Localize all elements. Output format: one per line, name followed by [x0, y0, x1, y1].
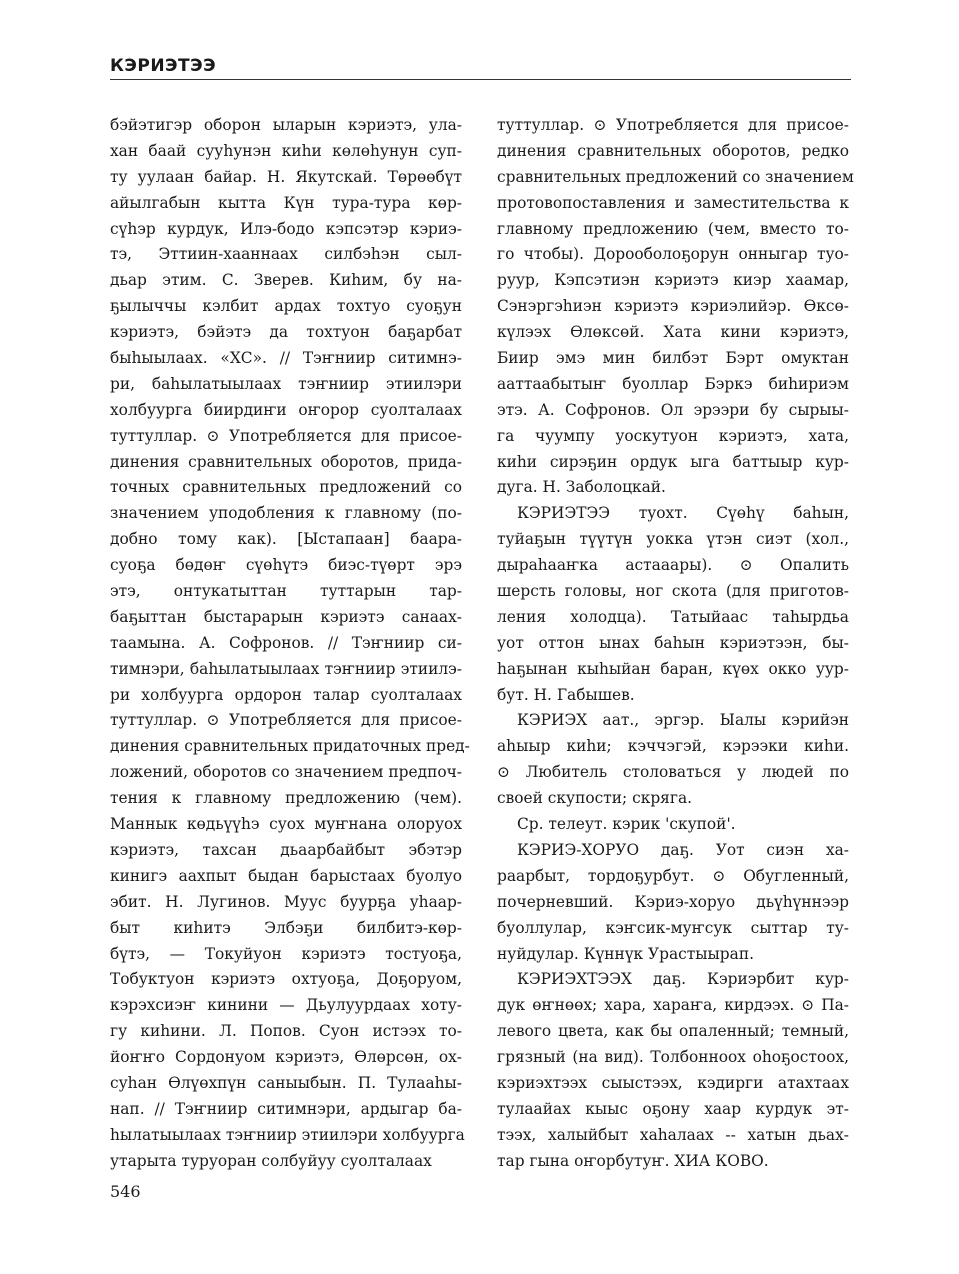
text-line: аһыыр киһи; кэччэгэй, кэрээки киһи.: [497, 737, 849, 756]
text-line: киһи сирэҕин ордук ыга баттыыр кур-: [497, 452, 849, 471]
text-line: шерсть головы, ног скота (для приготов-: [497, 582, 849, 601]
text-line: һылатыылаах тэҥниир этиилэри холбуурга: [110, 1125, 465, 1144]
text-line: Тобуктуон кэриэтэ охтуоҕа, Доҕоруом,: [110, 970, 462, 989]
text-line: тимнэри, баһылатыылаах тэҥниир этиилэ-: [110, 659, 462, 678]
text-line: баҕыттан быстарарын кэриэтэ санаах-: [110, 607, 462, 626]
text-line: туйаҕын түүтүн уокка үтэн сиэт (хол.,: [497, 530, 849, 549]
text-line: нап. // Тэҥниир ситимнэри, ардыгар ба-: [110, 1099, 462, 1118]
text-line: кэрэхсиэҥ кинини — Дьулуурдаах хоту-: [110, 996, 462, 1015]
text-line: дьар этим. С. Зверев. Киһим, бу на-: [110, 271, 462, 290]
text-line: динения сравнительных придаточных пред-: [110, 737, 470, 756]
text-line: ⊙ Любитель столоваться у людей по: [497, 763, 849, 782]
text-line: күлээх Өлөксөй. Хата кини кэриэтэ,: [497, 323, 849, 342]
text-line: таамына. А. Софронов. // Тэҥниир си-: [110, 633, 462, 652]
text-line: этэ, онтукатыттан туттарын тар-: [110, 582, 462, 601]
text-line: сравнительных предложений со значением: [497, 167, 854, 186]
text-line: йоҥҥо Сордонуом кэриэтэ, Өлөрсөн, ох-: [110, 1048, 462, 1067]
right-column: [497, 113, 854, 1175]
text-line: быт киһитэ Элбэҕи билбитэ-көр-: [110, 918, 462, 937]
text-line: бүтэ, — Токуйуон кэриэтэ тостуоҕа,: [110, 944, 462, 963]
text-line: ааттаабытыҥ буоллар Бэркэ биһириэм: [497, 374, 849, 393]
page-number: 546: [110, 1182, 141, 1201]
text-line: туттуллар. ⊙ Употребляется для присое-: [110, 426, 462, 445]
text-line: ту уулаан байар. Н. Якутскай. Төрөөбүт: [110, 167, 462, 186]
text-line: туттуллар. ⊙ Употребляется для присое-: [497, 116, 849, 134]
text-line: этэ. А. Софронов. Ол эрээри бу сырыы-: [497, 400, 849, 419]
text-line: дук өҥнөөх; хара, хараҥа, кирдээх. ⊙ Па-: [497, 996, 849, 1015]
text-line: левого цвета, как бы опаленный; темный,: [497, 1022, 849, 1041]
text-line: гу киһини. Л. Попов. Суон истээх то-: [110, 1022, 462, 1041]
header-rule: [110, 79, 851, 80]
text-line: һаҕынан кыһыйан баран, күөх окко уур-: [497, 659, 849, 678]
text-line: туттуллар. ⊙ Употребляется для присое-: [110, 711, 462, 730]
text-line: эбит. Н. Лугинов. Муус буурҕа уһаар-: [110, 892, 462, 911]
text-line: сүһэр курдук, Илэ-бодо кэпсэтэр кэриэ-: [110, 219, 462, 238]
text-line: своей скупости; скряга.: [497, 789, 693, 808]
text-line: тения к главному предложению (чем).: [110, 789, 462, 808]
text-line: КЭРИЭ-ХОРУО даҕ. Уот сиэн ха-: [517, 840, 849, 859]
text-line: буоллулар, кэҥсик-муҥсук сыттар ту-: [497, 918, 849, 937]
text-line: ри, баһылатыылаах тэҥниир этиилэри: [110, 374, 462, 393]
left-column: [110, 113, 470, 1175]
text-line: кэриэтэ, тахсан дьаарбайбыт эбэтэр: [110, 840, 462, 859]
text-line: кинигэ аахпыт быдан барыстаах буолуо: [110, 866, 462, 885]
text-line: быһыылаах. «ХС». // Тэҥниир ситимнэ-: [110, 349, 462, 368]
text-line: грязный (на вид). Толбонноох оһоҕостоох,: [497, 1048, 849, 1067]
text-line: хан баай сууһунэн киһи көлөһунун суп-: [110, 141, 462, 160]
text-line: уот оттон ынах баһын кэриэтээн, бы-: [497, 633, 849, 652]
text-line: тулаайах кыыс оҕону хаар курдук эт-: [497, 1099, 849, 1118]
text-line: кэриэтэ, бэйэтэ да тохтуон баҕарбат: [110, 323, 462, 342]
text-line: Ср. телеут. кэрик 'скупой'.: [517, 815, 736, 834]
text-line: ҕылыччы кэлбит ардах тохтуо суоҕун: [110, 297, 462, 316]
text-line: ложений, оборотов со значением предпоч-: [110, 763, 462, 782]
text-line: тар гына оҥорбутуҥ. ХИА КОВО.: [497, 1151, 769, 1170]
text-line: бэйэтигэр оборон ыларын кэриэтэ, ула-: [110, 116, 462, 134]
text-line: дуга. Н. Заболоцкай.: [497, 478, 666, 497]
text-line: айылгабын кытта Күн тура-тура көр-: [110, 193, 462, 212]
text-line: кэриэхтээх сыыстээх, кэдирги атахтаах: [497, 1073, 849, 1092]
text-line: дыраһааҥка астааары). ⊙ Опалить: [497, 556, 849, 575]
text-line: точных сравнительных предложений со: [110, 478, 462, 497]
text-line: КЭРИЭХТЭЭХ даҕ. Кэриэрбит кур-: [517, 970, 849, 989]
text-line: нуйдулар. Күннүк Урастыырап.: [497, 944, 754, 963]
text-line: Маннык көдьүүһэ суох муҥнана олоруох: [110, 815, 462, 834]
text-line: Биир эмэ мин билбэт Бэрт омуктан: [497, 349, 849, 368]
text-line: протовопоставления и заместительства к: [497, 193, 849, 212]
text-line: динения сравнительных оборотов, прида-: [110, 452, 462, 471]
text-line: ления холодца). Татыйаас таһырдьа: [497, 607, 849, 626]
text-line: раарбыт, тордоҕурбут. ⊙ Обугленный,: [497, 866, 849, 885]
text-line: тээх, халыйбыт хаһалаах -- хатын дьах-: [497, 1125, 849, 1144]
text-line: добно тому как). [Ыстапаан] баара-: [110, 530, 462, 549]
text-line: суһан Өлүөхпүн саныыбын. П. Тулааһы-: [110, 1073, 462, 1092]
text-line: суоҕа бөдөҥ сүөһүтэ биэс-түөрт эрэ: [110, 556, 462, 575]
text-line: тэ, Эттиин-хааннаах силбэһэн сыл-: [110, 245, 462, 264]
text-line: бут. Н. Габышев.: [497, 685, 635, 704]
text-line: КЭРИЭХ аат., эргэр. Ыалы кэрийэн: [517, 711, 849, 730]
text-line: го чтобы). Дорооболоҕорун онныгар туо-: [497, 245, 849, 264]
text-line: главному предложению (чем, вместо то-: [497, 219, 849, 238]
text-line: почерневший. Кэриэ-хоруо дьүһүннээр: [497, 892, 849, 911]
text-line: значением уподобления к главному (по-: [110, 504, 462, 523]
text-line: динения сравнительных оборотов, редко: [497, 141, 849, 160]
text-line: КЭРИЭТЭЭ туохт. Сүөһү баһын,: [517, 504, 849, 523]
text-line: утарыта туруоран солбуйуу суолталаах: [110, 1151, 432, 1170]
text-line: холбуурга биирдиҥи оҥорор суолталаах: [110, 400, 462, 419]
text-line: ри холбуурга ордорон талар суолталаах: [110, 685, 462, 704]
text-line: Сэнэргэһиэн кэриэтэ кэриэлийэр. Өксө-: [497, 297, 849, 316]
text-line: руур, Кэпсэтиэн кэриэтэ киэр хаамар,: [497, 271, 849, 290]
running-head: КЭРИЭТЭЭ: [110, 56, 217, 76]
text-line: га чуумпу уоскутуон кэриэтэ, хата,: [497, 426, 849, 445]
